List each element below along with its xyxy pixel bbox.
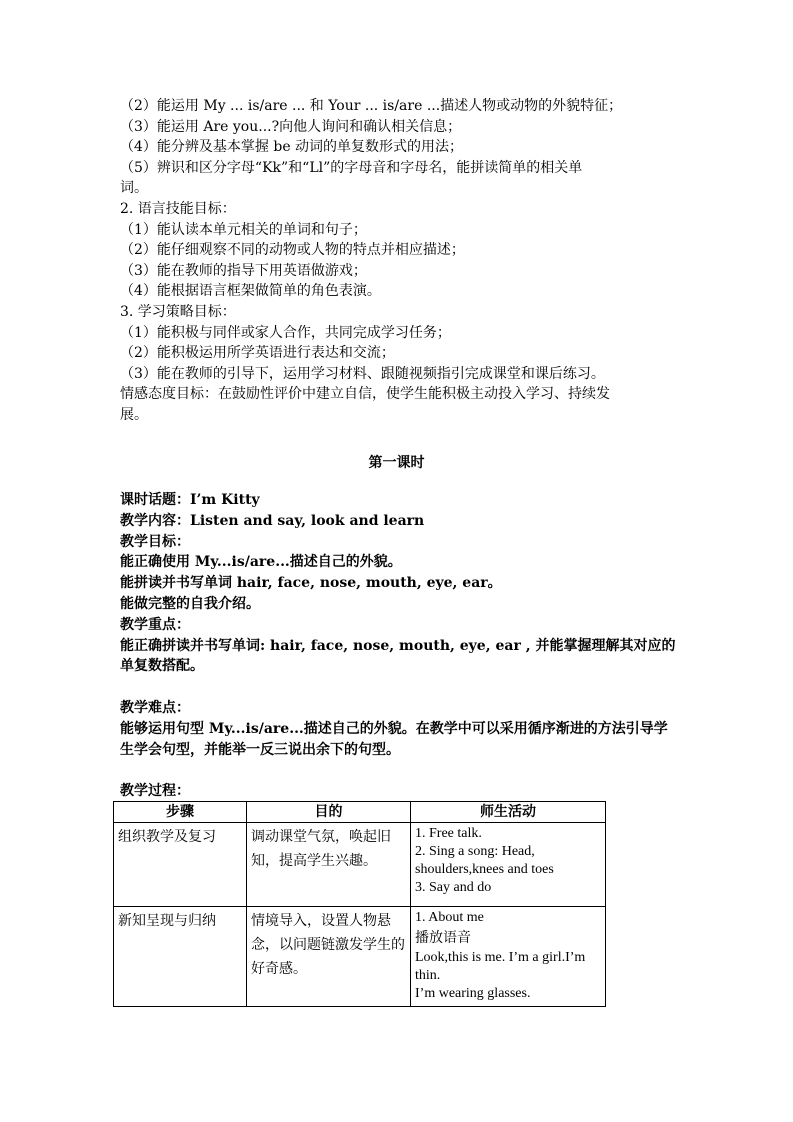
- objective-line: 词。: [120, 180, 148, 197]
- objective-line: （3）能在教师的引导下，运用学习材料、跟随视频指引完成课堂和课后练习。: [120, 365, 605, 382]
- difficulty-label: 教学难点：: [120, 699, 190, 716]
- goal-item: 能正确使用 My...is/are...描述自己的外貌。: [120, 554, 402, 571]
- step-cell: 组织教学及复习: [114, 823, 247, 907]
- objective-line: （2）能仔细观察不同的动物或人物的特点并相应描述；: [120, 242, 465, 259]
- activity-line: 2. Sing a song: Head, shoulders,knees and toes: [415, 844, 554, 877]
- activity-line: 3. Say and do: [415, 880, 492, 895]
- objective-line: （3）能在教师的指导下用英语做游戏；: [120, 262, 367, 279]
- difficulty-text: 能够运用句型 My...is/are...描述自己的外貌。在教学中可以采用循序渐进的方法引导学生学会句型，并能举一反三说出余下的句型。: [120, 720, 668, 758]
- purpose-cell: 情境导入，设置人物悬念，以问题链激发学生的好奇感。: [247, 907, 411, 1007]
- step-cell: 新知呈现与归纳: [114, 907, 247, 1007]
- activity-line: 1. Free talk.: [415, 826, 482, 841]
- objective-line: 情感态度目标：在鼓励性评价中建立自信，使学生能积极主动投入学习、持续发: [120, 386, 610, 403]
- objective-line: （2）能积极运用所学英语进行表达和交流；: [120, 345, 395, 362]
- activity-line: Look,this is me. I’m a girl.I’m thin.: [415, 950, 586, 983]
- table-row: [114, 823, 606, 907]
- lesson-meta: [120, 490, 680, 802]
- section-heading: 3. 学习策略目标：: [120, 303, 236, 320]
- process-label: 教学过程：: [120, 783, 190, 800]
- purpose-cell: 调动课堂气氛，唤起旧知，提高学生兴趣。: [247, 823, 411, 907]
- objective-line: （1）能认读本单元相关的单词和句子；: [120, 221, 367, 238]
- activity-line: 播放语音: [415, 930, 471, 946]
- key-points-label: 教学重点：: [120, 616, 190, 633]
- lesson-topic: 课时话题：I’m Kitty: [120, 492, 260, 508]
- section-heading: 2. 语言技能目标：: [120, 200, 236, 217]
- activity-line: I’m wearing glasses.: [415, 986, 531, 1001]
- key-points-text: 能正确拼读并书写单词: hair, face, nose, mouth, eye, ear , 并能掌握理解其对应的单复数搭配。: [120, 637, 676, 675]
- goals-label: 教学目标：: [120, 533, 190, 550]
- objectives-list: [120, 96, 680, 426]
- objective-line: （4）能根据语言框架做简单的角色表演。: [120, 283, 381, 300]
- table-header-row: [114, 802, 606, 823]
- column-header: 师生活动: [411, 802, 606, 823]
- lesson-content: 教学内容：Listen and say, look and learn: [120, 512, 425, 529]
- activity-cell: [411, 907, 606, 1007]
- teaching-process-table: [113, 801, 606, 1007]
- table-row: [114, 907, 606, 1007]
- goal-item: 能做完整的自我介绍。: [120, 595, 260, 612]
- objective-line: （5）辨识和区分字母“Kk”和“Ll”的字母音和字母名，能拼读简单的相关单: [120, 159, 583, 176]
- objective-line: 展。: [120, 406, 148, 423]
- objective-line: （2）能运用 My ... is/are ... 和 Your ... is/are ...描述人物或动物的外貌特征；: [120, 98, 623, 114]
- goal-item: 能拼读并书写单词 hair, face, nose, mouth, eye, ear。: [120, 575, 502, 592]
- column-header: 步骤: [114, 802, 247, 823]
- column-header: 目的: [247, 802, 411, 823]
- activity-cell: [411, 823, 606, 907]
- objective-line: （4）能分辨及基本掌握 be 动词的单复数形式的用法；: [120, 139, 464, 156]
- objective-line: （1）能积极与同伴或家人合作，共同完成学习任务；: [120, 324, 451, 341]
- lesson-title: 第一课时: [368, 455, 425, 471]
- objective-line: （3）能运用 Are you...?向他人询问和确认相关信息；: [120, 118, 462, 135]
- activity-line: 1. About me: [415, 910, 484, 925]
